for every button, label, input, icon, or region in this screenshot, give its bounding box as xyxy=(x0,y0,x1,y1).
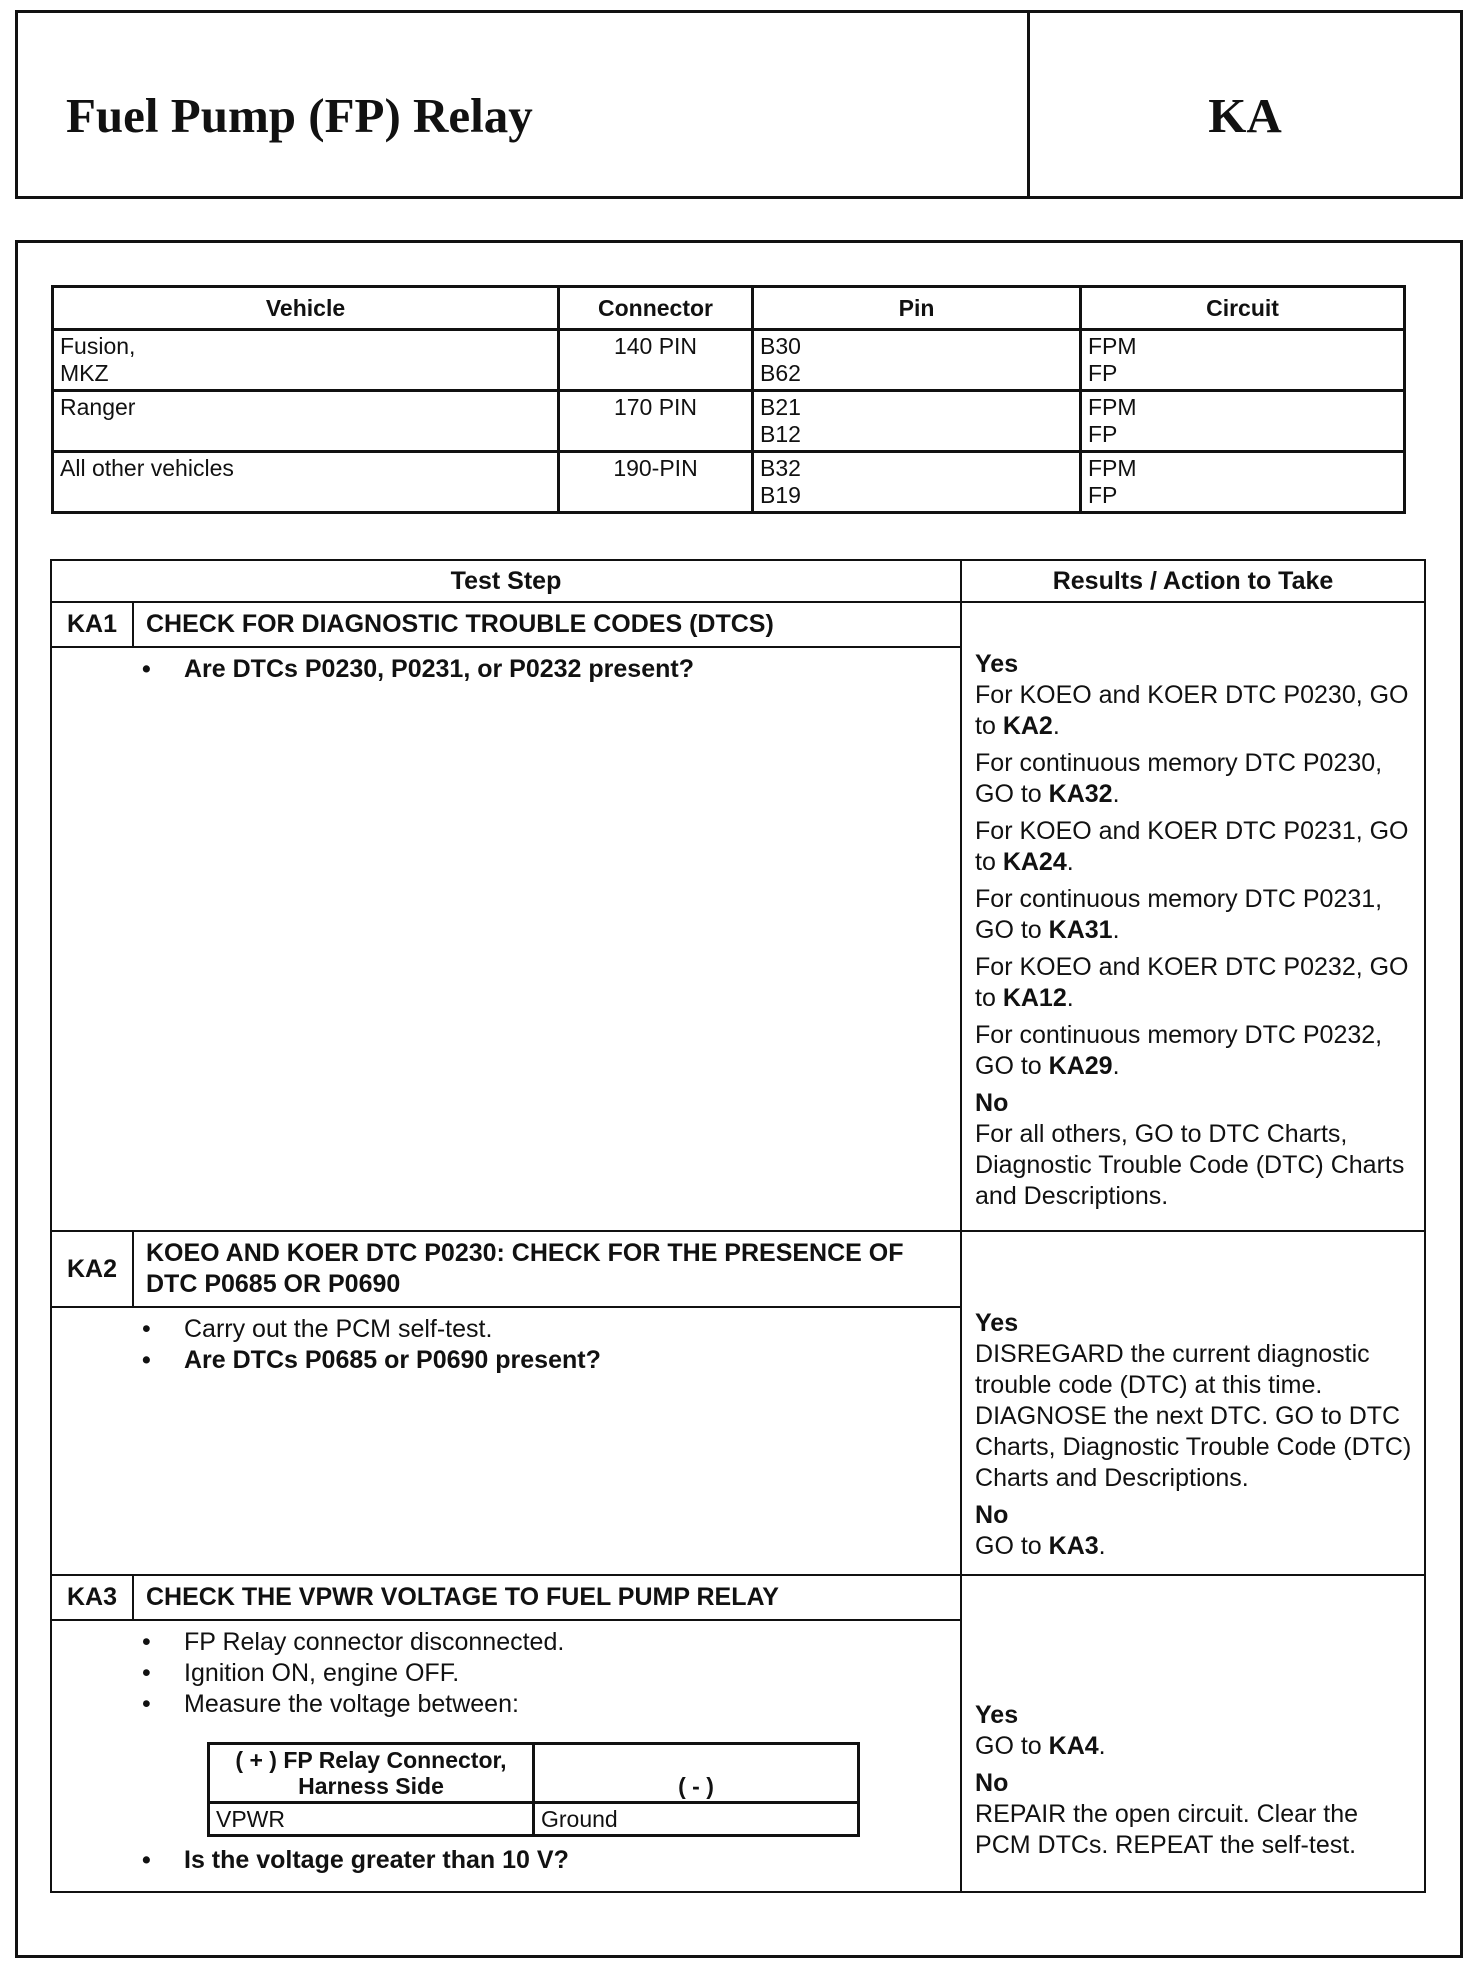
vehicle-cell: Ranger xyxy=(53,391,559,452)
step-instructions xyxy=(51,1620,961,1892)
yes-label: Yes xyxy=(975,650,1019,678)
no-label: No xyxy=(975,1501,1009,1529)
result-line: For KOEO and KOER DTC P0230, GO to KA2. xyxy=(975,681,1409,740)
result-line: GO to KA3. xyxy=(975,1532,1106,1560)
table-row xyxy=(53,391,1405,452)
step-ka3-header xyxy=(51,1575,1425,1620)
step-ka1-results xyxy=(961,602,1425,1231)
step-ka1-header xyxy=(51,602,1425,647)
result-line: For continuous memory DTC P0232, GO to KA29. xyxy=(975,1021,1383,1080)
step-bullet: • FP Relay connector disconnected. xyxy=(142,1627,950,1658)
step-instructions xyxy=(51,1307,961,1575)
no-label: No xyxy=(975,1089,1009,1117)
page-header xyxy=(15,10,1463,199)
result-line: REPAIR the open circuit. Clear the PCM DTCs. REPEAT the self-test. xyxy=(975,1800,1359,1859)
step-title: KOEO AND KOER DTC P0230: CHECK FOR THE PRESENCE OF DTC P0685 OR P0690 xyxy=(133,1231,961,1307)
step-id: KA3 xyxy=(51,1575,133,1620)
result-line: For all others, GO to DTC Charts, Diagnostic Trouble Code (DTC) Charts and Descriptions. xyxy=(975,1120,1405,1210)
step-ka3-results xyxy=(961,1575,1425,1892)
circuit-cell: FPM FP xyxy=(1081,391,1405,452)
step-ref: KA24 xyxy=(1002,848,1067,876)
step-ka2-header xyxy=(51,1231,1425,1307)
pin-cell: B21 B12 xyxy=(753,391,1081,452)
step-ref: KA32 xyxy=(1048,780,1113,808)
step-instructions xyxy=(51,647,961,1231)
circuit-cell: FPM FP xyxy=(1081,452,1405,513)
measurement-table xyxy=(207,1742,860,1837)
pin-cell: B30 B62 xyxy=(753,330,1081,391)
col-header-circuit: Circuit xyxy=(1081,287,1405,330)
step-ref: KA2 xyxy=(1002,712,1053,740)
yes-label: Yes xyxy=(975,1701,1019,1729)
vehicle-cell: All other vehicles xyxy=(53,452,559,513)
step-ref: KA12 xyxy=(1002,984,1067,1012)
col-header-vehicle: Vehicle xyxy=(53,287,559,330)
step-ref: KA31 xyxy=(1048,916,1113,944)
step-ka2-results xyxy=(961,1231,1425,1575)
step-ref: KA4 xyxy=(1048,1732,1099,1760)
result-line: For KOEO and KOER DTC P0232, GO to KA12. xyxy=(975,953,1409,1012)
section-code: KA xyxy=(1208,88,1282,143)
yes-label: Yes xyxy=(975,1309,1019,1337)
connector-cell: 190-PIN xyxy=(559,452,753,513)
positive-cell: VPWR xyxy=(209,1803,534,1836)
col-header-results: Results / Action to Take xyxy=(961,560,1425,602)
negative-cell: Ground xyxy=(534,1803,859,1836)
step-bullet: • Measure the voltage between: xyxy=(142,1689,950,1720)
result-line: GO to KA4. xyxy=(975,1732,1106,1760)
vehicle-cell: Fusion, MKZ xyxy=(53,330,559,391)
step-ref: KA3 xyxy=(1048,1532,1099,1560)
result-line: For continuous memory DTC P0230, GO to KA32. xyxy=(975,749,1383,808)
step-bullet: • Are DTCs P0230, P0231, or P0232 present? xyxy=(142,654,950,685)
table-row xyxy=(53,330,1405,391)
test-step-table xyxy=(50,559,1426,1893)
page-title: Fuel Pump (FP) Relay xyxy=(66,88,533,143)
col-header-connector: Connector xyxy=(559,287,753,330)
step-title: CHECK FOR DIAGNOSTIC TROUBLE CODES (DTCS) xyxy=(133,602,961,647)
col-header-test-step: Test Step xyxy=(51,560,961,602)
step-title: CHECK THE VPWR VOLTAGE TO FUEL PUMP RELAY xyxy=(133,1575,961,1620)
no-label: No xyxy=(975,1769,1009,1797)
pin-cell: B32 B19 xyxy=(753,452,1081,513)
table-row xyxy=(53,452,1405,513)
result-line: For continuous memory DTC P0231, GO to KA31. xyxy=(975,885,1383,944)
connector-cell: 170 PIN xyxy=(559,391,753,452)
col-header-positive: ( + ) FP Relay Connector, Harness Side xyxy=(209,1744,534,1803)
connector-cell: 140 PIN xyxy=(559,330,753,391)
vehicle-pin-table xyxy=(51,285,1406,514)
result-line: For KOEO and KOER DTC P0231, GO to KA24. xyxy=(975,817,1409,876)
step-id: KA1 xyxy=(51,602,133,647)
step-bullet: • Ignition ON, engine OFF. xyxy=(142,1658,950,1689)
result-line: DISREGARD the current diagnostic trouble code (DTC) at this time. DIAGNOSE the next DTC. GO to DTC Charts, Diagnostic Trouble Code (DTC) Charts and Descriptions. xyxy=(975,1340,1412,1492)
step-bullet: • Carry out the PCM self-test. xyxy=(142,1314,950,1345)
step-question: • Is the voltage greater than 10 V? xyxy=(142,1845,950,1876)
step-bullet: • Are DTCs P0685 or P0690 present? xyxy=(142,1345,950,1376)
col-header-pin: Pin xyxy=(753,287,1081,330)
step-ref: KA29 xyxy=(1048,1052,1113,1080)
step-id: KA2 xyxy=(51,1231,133,1307)
col-header-negative: ( - ) xyxy=(534,1744,859,1803)
circuit-cell: FPM FP xyxy=(1081,330,1405,391)
